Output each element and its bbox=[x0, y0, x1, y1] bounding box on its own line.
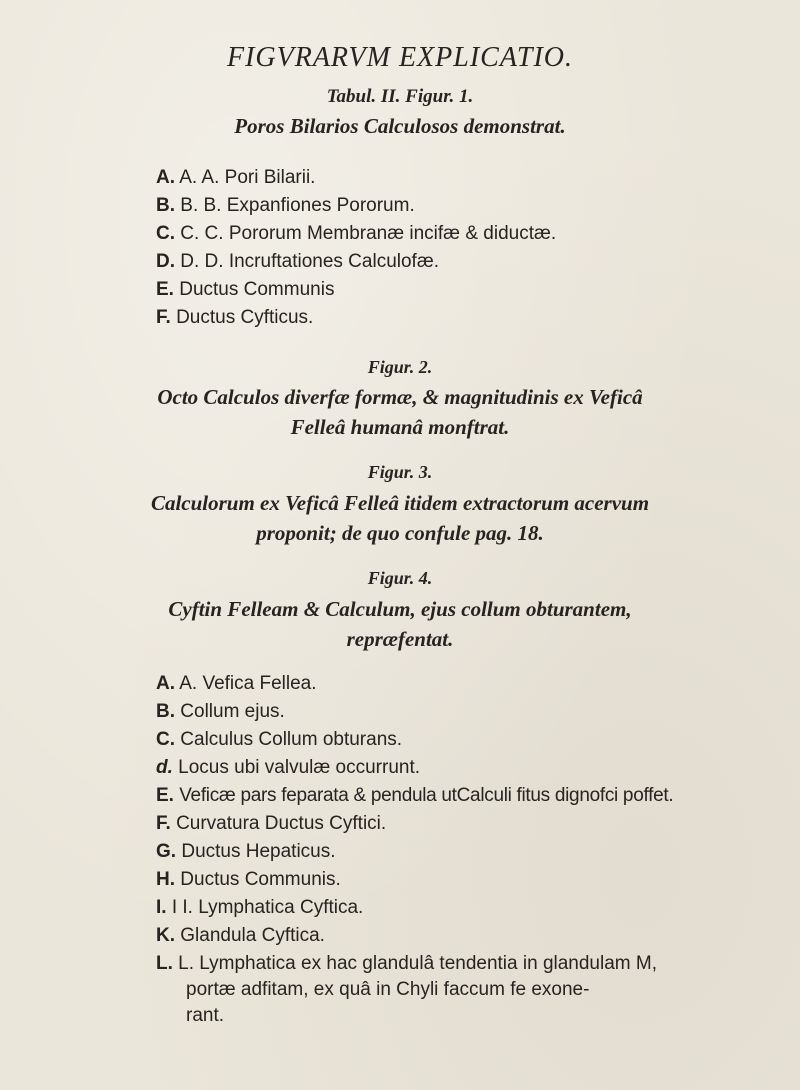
item-text: Collum ejus. bbox=[180, 701, 285, 722]
fig4-item-d bbox=[156, 757, 420, 779]
figure-4-label: Figur. 4. bbox=[367, 568, 433, 588]
item-text: Curvatura Ductus Cyftici. bbox=[176, 813, 387, 834]
figure-2-caption-line-1: Octo Calculos diverfæ formæ, & magnitudinis ex Veficâ bbox=[157, 385, 643, 409]
item-key: A. bbox=[156, 167, 175, 188]
fig4-item-k bbox=[156, 925, 325, 947]
item-text: Calculus Collum obturans. bbox=[180, 729, 403, 750]
item-text: C. C. Pororum Membranæ incifæ & diductæ. bbox=[180, 223, 557, 244]
fig1-item-b bbox=[156, 195, 415, 217]
fig4-item-l-continuation-1: portæ adfitam, ex quâ in Chyli faccum fe exone- bbox=[186, 979, 590, 1000]
figure-4-caption-line-2: repræfentat. bbox=[346, 627, 454, 651]
item-key: F. bbox=[156, 307, 171, 328]
fig4-item-h bbox=[156, 869, 341, 891]
item-text: Ductus Communis bbox=[179, 279, 335, 300]
fig1-item-c bbox=[156, 223, 556, 245]
fig4-item-l-continuation-2: rant. bbox=[186, 1005, 225, 1026]
item-text: Ductus Hepaticus. bbox=[181, 841, 336, 862]
figure-4-caption-line-1: Cyftin Felleam & Calculum, ejus collum obturantem, bbox=[168, 597, 632, 621]
item-text: Ductus Cyfticus. bbox=[176, 307, 314, 328]
fig4-item-b bbox=[156, 701, 285, 723]
fig4-item-e bbox=[156, 785, 673, 807]
item-text: Locus ubi valvulæ occurrunt. bbox=[178, 757, 421, 778]
item-text: Glandula Cyftica. bbox=[180, 925, 325, 946]
fig1-item-d bbox=[156, 251, 439, 273]
item-text: D. D. Incruftationes Calculofæ. bbox=[180, 251, 439, 272]
item-key: I. bbox=[156, 897, 167, 918]
fig1-item-e bbox=[156, 279, 334, 301]
item-key: L. bbox=[156, 953, 173, 974]
page-title: FIGVRARVM EXPLICATIO. bbox=[226, 42, 574, 73]
fig1-item-a bbox=[156, 167, 315, 189]
item-text: A. A. Pori Bilarii. bbox=[179, 167, 316, 188]
item-key: K. bbox=[156, 925, 175, 946]
figure-1-reference: Tabul. II. Figur. 1. bbox=[326, 86, 474, 107]
fig4-item-l bbox=[156, 953, 657, 975]
figure-1-caption: Poros Bilarios Calculosos demonstrat. bbox=[234, 114, 566, 138]
fig4-item-i bbox=[156, 897, 363, 919]
figure-3-caption-line-2: proponit; de quo confule pag. 18. bbox=[256, 521, 544, 545]
fig4-item-f bbox=[156, 813, 386, 835]
item-key: E. bbox=[156, 785, 174, 806]
item-key: B. bbox=[156, 701, 175, 722]
figure-3-caption-line-1: Calculorum ex Veficâ Felleâ itidem extractorum acervum bbox=[150, 491, 650, 515]
item-key: A. bbox=[156, 673, 175, 694]
item-key: d. bbox=[156, 757, 173, 778]
item-key: C. bbox=[156, 223, 175, 244]
fig4-item-c bbox=[156, 729, 402, 751]
fig1-item-f bbox=[156, 307, 313, 329]
item-key: G. bbox=[156, 841, 177, 862]
item-key: F. bbox=[156, 813, 171, 834]
item-key: E. bbox=[156, 279, 174, 300]
item-key: B. bbox=[156, 195, 175, 216]
figure-2-label: Figur. 2. bbox=[367, 357, 433, 377]
item-key: D. bbox=[156, 251, 175, 272]
figure-3-label: Figur. 3. bbox=[367, 462, 433, 482]
fig4-item-g bbox=[156, 841, 336, 863]
item-text: B. B. Expanfiones Pororum. bbox=[180, 195, 415, 216]
item-text: Veficæ pars feparata & pendula utCalculi fitus dignofci poffet. bbox=[179, 785, 674, 806]
figure-2-caption-line-2: Felleâ humanâ monftrat. bbox=[290, 415, 510, 439]
fig4-item-a bbox=[156, 673, 317, 695]
item-text: A. Vefica Fellea. bbox=[179, 673, 317, 694]
item-key: H. bbox=[156, 869, 175, 890]
item-text: Ductus Communis. bbox=[180, 869, 341, 890]
item-text: L. Lymphatica ex hac glandulâ tendentia in glandulam M, bbox=[178, 953, 657, 974]
item-key: C. bbox=[156, 729, 175, 750]
item-text: I I. Lymphatica Cyftica. bbox=[171, 897, 364, 918]
